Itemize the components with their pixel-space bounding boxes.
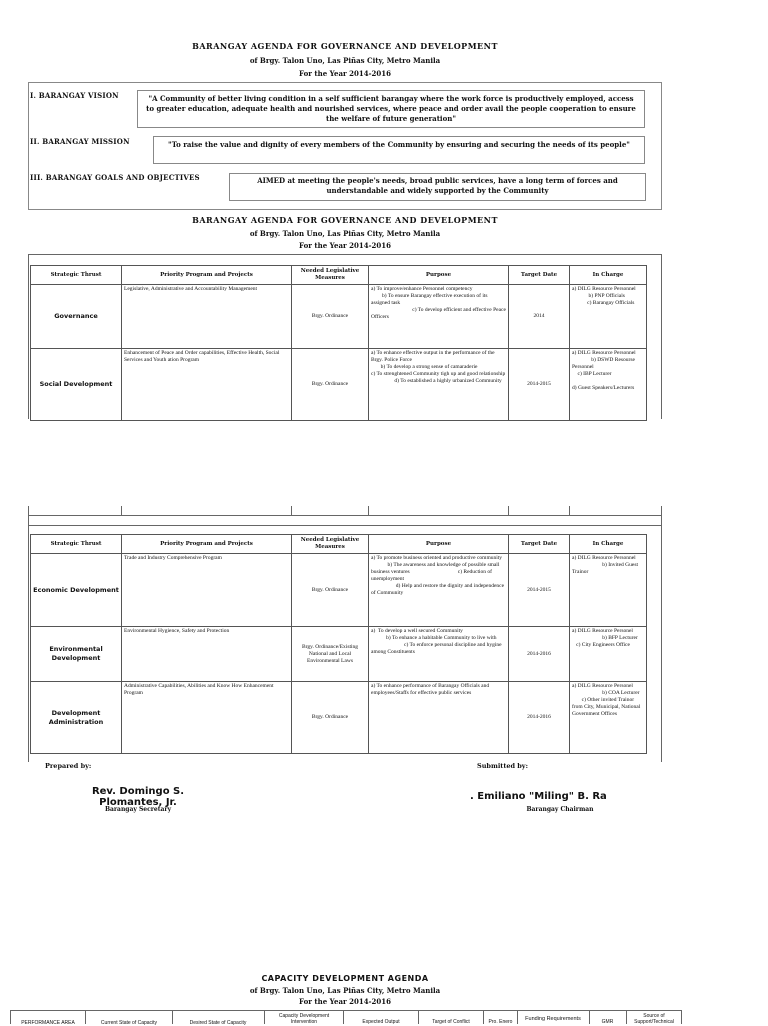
agenda-table-1 <box>30 265 647 421</box>
cap-header: Desired State of Capacity <box>189 1020 247 1026</box>
cell-purpose: a) To develop a well secured Community b) To enhance a habitable Community to live with c) To enforce personal discipline and hygine among Constituents <box>369 627 509 682</box>
cell-legislative: Brgy. Ordinance <box>292 554 369 627</box>
capacity-left-rule <box>10 1010 11 1024</box>
cell-purpose: a) To improve/enhance Personnel competency b) To ensure Barangay effective execution of its assigned task c) To develop efficient and effective Peace Officers <box>369 285 509 349</box>
cap-col-rule <box>264 1010 265 1024</box>
table1-left-rule <box>28 254 29 419</box>
table-row <box>31 627 647 682</box>
cell-program: Enhancement of Peace and Order capabilities, Effective Health, Social Services and Youth ation Program <box>122 349 292 421</box>
preparer-name: Rev. Domingo S. Plomantes, Jr. <box>91 786 185 808</box>
cell-program: Administrative Capabilities, Abilities and Know How Enhancement Program <box>122 682 292 754</box>
cap-header: GMR <box>601 1019 614 1025</box>
cell-legislative: Brgy. Ordinance <box>292 682 369 754</box>
cell-thrust: Economic Development <box>31 554 122 627</box>
header-purpose: Purpose <box>369 266 509 285</box>
cell-target: 2014-2015 <box>509 554 570 627</box>
cell-legislative: Brgy. Ordinance <box>292 349 369 421</box>
cap-header: Funding Requirements <box>525 1016 581 1022</box>
vision-label: I. BARANGAY VISION <box>30 91 119 100</box>
cell-incharge: a) DILG Resource Personel b) COA Lecturer c) Other invited Trainor from City, Municipal, National Government Offices <box>570 682 647 754</box>
cont-rule <box>368 506 369 516</box>
capacity-subtitle: of Brgy. Talon Uno, Las Piñas City, Metro Manila <box>249 986 441 995</box>
header-target-date: Target Date <box>509 266 570 285</box>
cell-target: 2014-2016 <box>509 627 570 682</box>
goals-box <box>229 173 646 201</box>
cell-target: 2014-2015 <box>509 349 570 421</box>
table-row <box>31 682 647 754</box>
table2-left-rule <box>28 506 29 762</box>
vision-text: "A Community of better living condition in a self sufficient barangay where the work force is productively employed, access to greater education, adequate health and nourished services, where peace and order avail the people cooperation to ensure the welfare of future generation" <box>146 94 636 123</box>
cap-header: PERFORMANCE AREA <box>21 1020 75 1026</box>
prepared-by-label: Prepared by: <box>45 762 92 770</box>
table2-right-rule <box>661 506 662 762</box>
cell-legislative: Brgy. Ordinance/Existing National and Local Environmental Laws <box>292 627 369 682</box>
table1-right-rule <box>661 254 662 419</box>
agenda-year: For the Year 2014-2016 <box>299 69 391 78</box>
header-legislative-measures: Needed Legislative Measures <box>292 535 369 554</box>
table-row <box>31 285 647 349</box>
capacity-year: For the Year 2014-2016 <box>299 997 391 1006</box>
agenda-subtitle: of Brgy. Talon Uno, Las Piñas City, Metro Manila <box>249 56 441 65</box>
agenda-table-2 <box>30 534 647 754</box>
cell-target: 2014-2016 <box>509 682 570 754</box>
capacity-title: CAPACITY DEVELOPMENT AGENDA <box>261 974 429 983</box>
cap-header: Expected Output <box>362 1019 400 1025</box>
cap-header: Pro. Enero <box>488 1019 513 1025</box>
header-purpose: Purpose <box>369 535 509 554</box>
table-row <box>31 554 647 627</box>
header-priority-program: Priority Program and Projects <box>122 535 292 554</box>
goals-label: III. BARANGAY GOALS AND OBJECTIVES <box>30 173 200 182</box>
cell-thrust: Development Administration <box>31 682 122 754</box>
header-legislative-measures: Needed Legislative Measures <box>292 266 369 285</box>
cont-rule <box>121 506 122 516</box>
submitter-role: Barangay Chairman <box>526 806 594 813</box>
cap-col-rule <box>343 1010 344 1024</box>
header-priority-program: Priority Program and Projects <box>122 266 292 285</box>
agenda-title-2: BARANGAY AGENDA FOR GOVERNANCE AND DEVELOPMENT <box>192 215 498 225</box>
agenda-title: BARANGAY AGENDA FOR GOVERNANCE AND DEVELOPMENT <box>192 41 498 51</box>
table-row <box>31 349 647 421</box>
cell-incharge: a) DILG Resource Personnel b) DSWD Resourse Personnel c) IBP Lecturer d) Guest Speakers/Lecturers <box>570 349 647 421</box>
header-strategic-thrust: Strategic Thrust <box>31 266 122 285</box>
cell-legislative: Brgy. Ordinance <box>292 285 369 349</box>
header-target-date: Target Date <box>509 535 570 554</box>
agenda-subtitle-2: of Brgy. Talon Uno, Las Piñas City, Metro Manila <box>249 229 441 238</box>
header-strategic-thrust: Strategic Thrust <box>31 535 122 554</box>
cell-purpose: a) To enhance performance of Barangay Officials and employees/Staffs for effective public services <box>369 682 509 754</box>
cell-purpose: a) To promote business oriented and productive community b) The awareness and knowledge of possible small business ventures c) Reduction of unemployment d) Help and restore the dignity and independence of Community <box>369 554 509 627</box>
submitted-by-label: Submitted by: <box>477 762 528 770</box>
table-header-row <box>31 266 647 285</box>
cont-rule <box>508 506 509 516</box>
cap-col-rule <box>85 1010 86 1024</box>
table1-top-rule <box>28 254 662 255</box>
cell-program: Trade and Industry Comprehensive Program <box>122 554 292 627</box>
vision-box <box>137 90 645 128</box>
header-in-charge: In Charge <box>570 535 647 554</box>
cell-incharge: a) DILG Resource Personnel b) PNP Officials c) Barangay Officials <box>570 285 647 349</box>
cap-header: Source of Support/Technical <box>634 1013 674 1025</box>
submitter-name: . Emiliano "Miling" B. Ra <box>470 791 607 802</box>
cell-target: 2014 <box>509 285 570 349</box>
table-header-row <box>31 535 647 554</box>
mission-text: "To raise the value and dignity of every members of the Community by ensuring and securing the needs of its people" <box>168 140 630 149</box>
cell-thrust: Environmental Development <box>31 627 122 682</box>
capacity-top-rule <box>10 1010 682 1011</box>
cap-col-rule <box>681 1010 682 1024</box>
cap-col-rule <box>418 1010 419 1024</box>
preparer-role: Barangay Secretary <box>104 806 172 813</box>
cell-purpose: a) To enhance effective output in the performance of the Brgy. Police Force b) To develop a strong sense of camaraderie c) To strenghtened Community tigh up and good relationship d) To established a highly urbanized Community <box>369 349 509 421</box>
cell-thrust: Social Development <box>31 349 122 421</box>
cell-program: Legislative, Administrative and Accountability Management <box>122 285 292 349</box>
table2-second-rule <box>28 525 662 526</box>
cont-rule <box>569 506 570 516</box>
cap-header: Current State of Capacity <box>100 1020 158 1026</box>
table2-top-rule <box>28 515 662 516</box>
cell-incharge: a) DILG Resource Personnel b) Invited Guest Trainor <box>570 554 647 627</box>
cell-incharge: a) DILG Resource Personel b) BFP Lecturer c) City Engineers Office <box>570 627 647 682</box>
cap-header: Capacity Development Intervention <box>278 1013 330 1025</box>
mission-box <box>153 136 645 164</box>
mission-label: II. BARANGAY MISSION <box>30 137 130 146</box>
cap-col-rule <box>172 1010 173 1024</box>
cap-header: Target of Conflict <box>432 1019 470 1025</box>
cell-program: Environmental Hygience, Safety and Protection <box>122 627 292 682</box>
agenda-year-2: For the Year 2014-2016 <box>299 241 391 250</box>
header-in-charge: In Charge <box>570 266 647 285</box>
cont-rule <box>291 506 292 516</box>
cell-thrust: Governance <box>31 285 122 349</box>
goals-text: AIMED at meeting the people's needs, broad public services, have a long term of forces and understandable and widely supported by the Community <box>257 176 618 195</box>
